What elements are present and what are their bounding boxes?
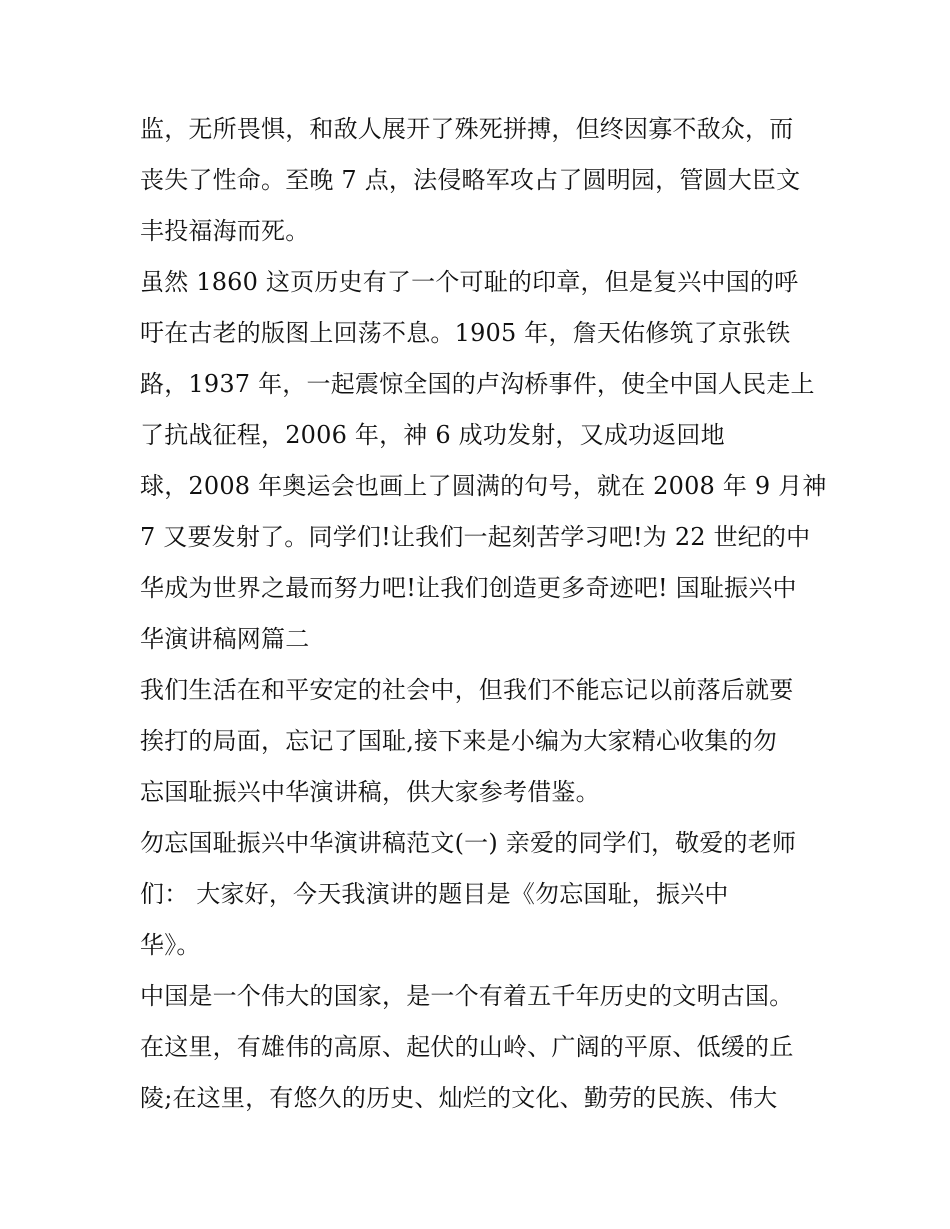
- text-line: 中国是一个伟大的国家，是一个有着五千年历史的文明古国。: [140, 982, 794, 1010]
- text-line: 7 又要发射了。同学们!让我们一起刻苦学习吧!为 22 世纪的中: [140, 523, 811, 551]
- text-line: 在这里，有雄伟的高原、起伏的山岭、广阔的平原、低缓的丘: [140, 1033, 794, 1061]
- text-line: 丧失了性命。至晚 7 点，法侵略军攻占了圆明园，管圆大臣文: [140, 166, 801, 194]
- text-line: 丰投福海而死。: [140, 217, 310, 245]
- text-line: 华演讲稿网篇二: [140, 625, 310, 653]
- text-line: 路，1937 年，一起震惊全国的卢沟桥事件，使全中国人民走上: [140, 370, 815, 398]
- text-line: 挨打的局面，忘记了国耻,接下来是小编为大家精心收集的勿: [140, 727, 778, 755]
- text-line: 们： 大家好，今天我演讲的题目是《勿忘国耻，振兴中: [140, 880, 729, 908]
- text-line: 监，无所畏惧，和敌人展开了殊死拼搏，但终因寡不敌众，而: [140, 115, 794, 143]
- text-line: 华成为世界之最而努力吧!让我们创造更多奇迹吧! 国耻振兴中: [140, 574, 797, 602]
- text-line: 了抗战征程，2006 年，神 6 成功发射，又成功返回地: [140, 421, 725, 449]
- text-line: 勿忘国耻振兴中华演讲稿范文(一) 亲爱的同学们，敬爱的老师: [140, 829, 797, 857]
- text-line: 球，2008 年奥运会也画上了圆满的句号，就在 2008 年 9 月神: [140, 472, 827, 500]
- text-line: 我们生活在和平安定的社会中，但我们不能忘记以前落后就要: [140, 676, 794, 704]
- document-body: [140, 104, 830, 1124]
- text-line: 华》。: [140, 931, 201, 959]
- text-line: 吁在古老的版图上回荡不息。1905 年，詹天佑修筑了京张铁: [140, 319, 791, 347]
- text-line: 虽然 1860 这页历史有了一个可耻的印章，但是复兴中国的呼: [140, 268, 799, 296]
- text-line: 忘国耻振兴中华演讲稿，供大家参考借鉴。: [140, 778, 600, 806]
- text-line: 陵;在这里，有悠久的历史、灿烂的文化、勤劳的民族、伟大: [140, 1084, 778, 1112]
